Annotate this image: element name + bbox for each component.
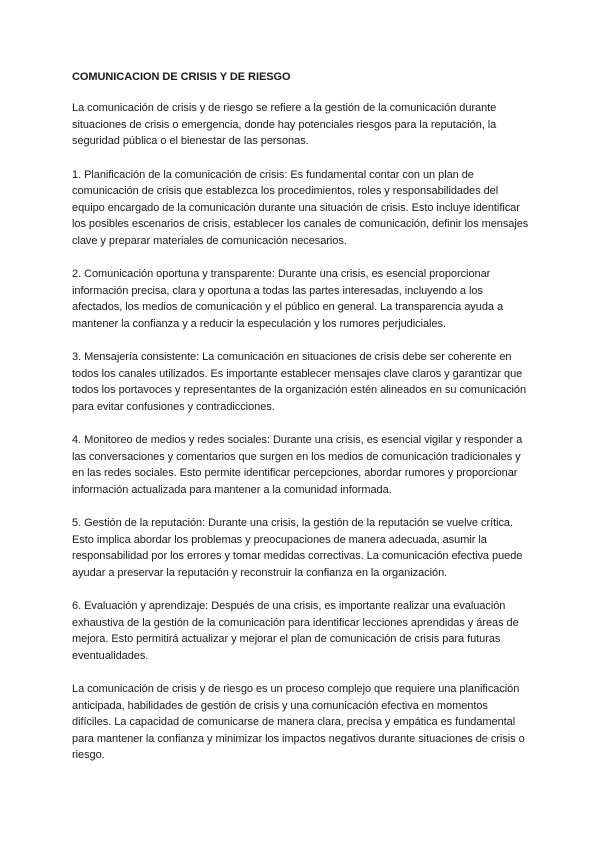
- section-1-paragraph: 1. Planificación de la comunicación de crisis: Es fundamental contar con un plan de comunicación de crisis que establezca los procedimientos, roles y responsabilidades del equipo encargado de la comunicación durante una situación de crisis. Esto incluye identificar los posibles escenarios de crisis, establecer los canales de comunicación, definir los mensajes clave y preparar materiales de comunicación necesarios.: [72, 168, 529, 247]
- document-body: [72, 69, 530, 781]
- section-5-paragraph: 5. Gestión de la reputación: Durante una crisis, la gestión de la reputación se vuelve crítica. Esto implica abordar los problemas y preocupaciones de manera adecuada, asumir la responsabilidad por los errores y tomar medidas correctivas. La comunicación efectiva puede ayudar a preservar la reputación y reconstruir la confianza en la organización.: [72, 517, 523, 579]
- document-title: COMUNICACION DE CRISIS Y DE RIESGO: [72, 71, 291, 83]
- conclusion-paragraph: La comunicación de crisis y de riesgo es un proceso complejo que requiere una planificación anticipada, habilidades de gestión de crisis y una comunicación efectiva en momentos difíciles. La capacidad de comunicarse de manera clara, precisa y empática es fundamental para mantener la confianza y minimizar los impactos negativos durante situaciones de crisis o riesgo.: [72, 683, 525, 761]
- section-3-paragraph: 3. Mensajería consistente: La comunicación en situaciones de crisis debe ser coherente en todos los canales utilizados. Es importante establecer mensajes clave claros y garantizar que todos los portavoces y representantes de la organización estén alineados en su comunicación para evitar confusiones y contradicciones.: [72, 351, 527, 413]
- section-4-paragraph: 4. Monitoreo de medios y redes sociales: Durante una crisis, es esencial vigilar y responder a las conversaciones y comentarios que surgen en los medios de comunicación tradicionales y en las redes sociales. Esto permite identificar percepciones, abordar rumores y proporcionar información actualizada para mantener a la comunidad informada.: [72, 434, 523, 496]
- section-6-paragraph: 6. Evaluación y aprendizaje: Después de una crisis, es importante realizar una evaluación exhaustiva de la gestión de la comunicación para identificar lecciones aprendidas y áreas de mejora. Esto permitirá actualizar y mejorar el plan de comunicación de crisis para futuras eventualidades.: [72, 600, 519, 662]
- intro-paragraph: La comunicación de crisis y de riesgo se refiere a la gestión de la comunicación durante situaciones de crisis o emergencia, donde hay potenciales riesgos para la reputación, la seguridad pública o el bienestar de las personas.: [72, 102, 497, 147]
- section-2-paragraph: 2. Comunicación oportuna y transparente: Durante una crisis, es esencial proporcionar información precisa, clara y oportuna a todas las partes interesadas, incluyendo a los afectados, los medios de comunicación y el público en general. La transparencia ayuda a mantener la confianza y a reducir la especulación y los rumores perjudiciales.: [72, 268, 504, 330]
